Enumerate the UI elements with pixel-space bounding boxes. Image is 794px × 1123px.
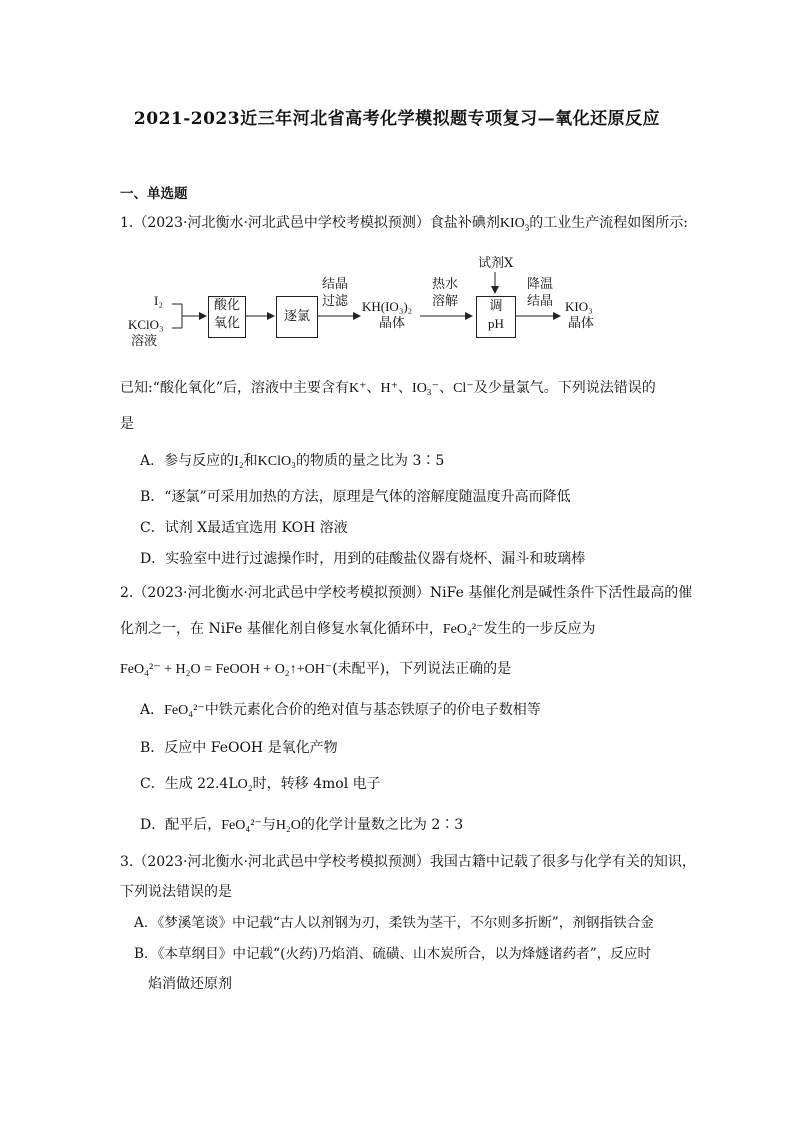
- step-label-filter: 过滤: [322, 294, 349, 309]
- section-heading: 一、单选题: [120, 186, 188, 202]
- step-label-dissolve: 溶解: [432, 294, 459, 309]
- intermediate-product: KH(IO₃)₂: [362, 299, 413, 314]
- q3-line-2: 下列说法错误的是: [120, 884, 232, 900]
- step-box-remove-chlorine: 逐氯: [276, 296, 318, 338]
- step-label-crystallize-2: 结晶: [527, 294, 554, 309]
- input-kclo3: KClO₃: [128, 317, 164, 332]
- question-number: 3.: [120, 854, 134, 870]
- q1-known-line: 已知:“酸化氧化”后，溶液中主要含有K⁺、H⁺、IO₃⁻、Cl⁻及少量氯气。下列说法错误的: [120, 380, 656, 396]
- q1-option-a[interactable]: A．参与反应的I₂和KClO₃的物质的量之比为 3∶5: [140, 453, 445, 469]
- question-number: 2.: [120, 585, 134, 601]
- q3-option-a[interactable]: A．《梦溪笔谈》中记载“古人以剂钢为刃，柔铁为茎干，不尔则多折断”，剂钢指铁合金: [134, 915, 654, 931]
- input-i2: I₂: [154, 293, 163, 308]
- q2-option-c[interactable]: C．生成 22.4LO₂时，转移 4mol 电子: [140, 776, 381, 792]
- final-product: KIO₃: [565, 299, 593, 314]
- q2-option-a[interactable]: A．FeO₄²⁻中铁元素化合价的绝对值与基态铁原子的价电子数相等: [140, 702, 541, 718]
- step-label-cool: 降温: [527, 277, 554, 292]
- formula: $KIO_3$: [499, 216, 530, 233]
- q1-known-cont: 是: [120, 416, 134, 432]
- q1-option-b[interactable]: B．“逐氯”可采用加热的方法，原理是气体的溶解度随温度升高而降低: [140, 489, 571, 505]
- reaction-equation: FeO₄²⁻ + H₂O = FeOOH + O₂↑+OH⁻: [120, 662, 333, 677]
- question-source: （2023·河北衡水·河北武邑中学校考模拟预测）: [133, 585, 430, 601]
- q3-option-b[interactable]: B．《本草纲目》中记载“(火药)乃焰消、硫磺、山木炭所合，以为烽燧诸药者”，反应时: [134, 946, 652, 962]
- question-2: 2.（2023·河北衡水·河北武邑中学校考模拟预测）NiFe 基催化剂是碱性条件下活性最高的催: [120, 585, 693, 601]
- q2-equation-line: FeO₄²⁻ + H₂O = FeOOH + O₂↑+OH⁻(未配平)，下列说法正确的是: [120, 661, 512, 677]
- question-number: 1.: [120, 215, 134, 231]
- q1-option-d[interactable]: D．实验室中进行过滤操作时，用到的硅酸盐仪器有烧杯、漏斗和玻璃棒: [140, 551, 586, 567]
- question-3: 3.（2023·河北衡水·河北武邑中学校考模拟预测）我国古籍中记载了很多与化学有关的知识，: [120, 854, 696, 870]
- q2-line-2: 化剂之一，在 NiFe 基催化剂自修复水氧化循环中，FeO₄²⁻发生的一步反应为: [120, 621, 596, 637]
- step-label-hot-water: 热水: [432, 277, 459, 292]
- question-source: （2023·河北衡水·河北武邑中学校考模拟预测）: [133, 854, 430, 870]
- q2-option-d[interactable]: D．配平后，FeO₄²⁻与H₂O的化学计量数之比为 2∶3: [140, 817, 464, 833]
- q3-option-b-cont: 焰消做还原剂: [148, 976, 232, 992]
- q1-option-c[interactable]: C．试剂 X最适宜选用 KOH 溶液: [140, 520, 348, 536]
- page-title: 2021-2023近三年河北省高考化学模拟题专项复习—氧化还原反应: [133, 109, 661, 129]
- reagent-x-label: 试剂X: [478, 256, 514, 271]
- intermediate-state: 晶体: [379, 316, 406, 331]
- q2-option-b[interactable]: B．反应中 FeOOH 是氧化产物: [140, 740, 338, 756]
- final-product-state: 晶体: [568, 316, 595, 331]
- input-solution: 溶液: [131, 334, 158, 349]
- step-box-adjust-ph: 调 pH: [476, 296, 516, 338]
- step-box-acidify-oxidize: 酸化 氧化: [208, 296, 246, 338]
- step-label-crystallize: 结晶: [322, 277, 349, 292]
- question-1: 1.（2023·河北衡水·河北武邑中学校考模拟预测）食盐补碘剂$KIO_3$的工业生产流程如图所示:: [120, 215, 688, 233]
- question-source: （2023·河北衡水·河北武邑中学校考模拟预测）: [133, 215, 430, 231]
